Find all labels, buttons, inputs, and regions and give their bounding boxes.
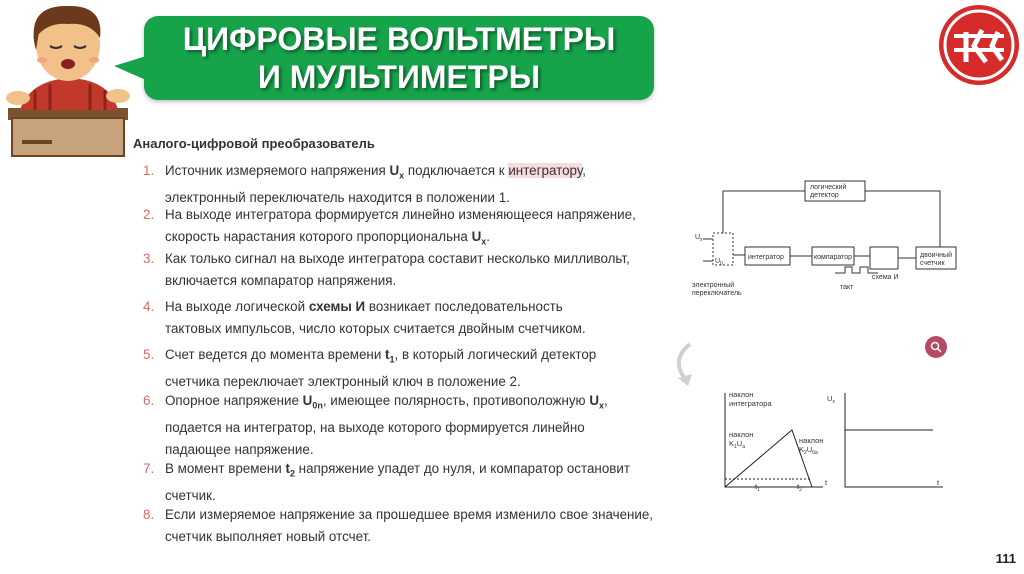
step-text: Источник измеряемого напряжения — [165, 163, 390, 178]
logo-icon — [936, 2, 1022, 88]
diagram-and-gate-label: схема И — [872, 274, 899, 281]
step-subscript: x — [399, 170, 405, 181]
step-symbol: U — [302, 393, 313, 408]
step-number: 8. — [143, 507, 155, 522]
step-number: 6. — [143, 393, 155, 408]
step-text: скорость нарастания которого пропорциональна — [165, 229, 472, 244]
timing-t-axis-label: t — [825, 478, 828, 487]
timing-t1-label: $t_1$ — [755, 482, 760, 493]
step-text: тактовых импульсов, число которых считается двойным счетчиком. — [165, 321, 586, 336]
diagram-comparator-label: компаратор — [814, 254, 853, 261]
step-text: Если измеряемое напряжение за прошедшее время изменило свое значение, — [165, 507, 654, 522]
step-text: электронный переключатель находится в положении 1. — [165, 189, 510, 205]
timing-left-label: наклон — [729, 390, 754, 399]
step-symbol: U — [471, 229, 482, 244]
list-item — [143, 344, 703, 390]
timing-slope2-label: наклон — [799, 436, 824, 445]
step-number: 1. — [143, 163, 155, 178]
diagram-integrator-label: интегратор — [748, 254, 784, 261]
timing-diagram — [715, 385, 945, 495]
timing-slope1-formula: $K_1U_a$ — [729, 439, 745, 450]
diagram-u0-sub: 0 — [720, 261, 723, 267]
diagram-ux-sub: x — [700, 237, 703, 243]
title-line-1: ЦИФРОВЫЕ ВОЛЬТМЕТРЫ — [182, 21, 616, 57]
diagram-detector-label: детектор — [810, 192, 839, 199]
magnifier-icon — [930, 341, 942, 353]
diagram-counter-label: двоичный — [920, 252, 952, 259]
section-heading: Аналого-цифровой преобразователь — [133, 136, 375, 151]
step-text: , — [604, 393, 608, 408]
page-title — [183, 20, 616, 96]
step-text: напряжение упадет до нуля, и компаратор остановит — [294, 461, 631, 476]
step-subscript: x — [481, 236, 487, 247]
list-item — [143, 504, 703, 548]
list-item — [143, 458, 703, 504]
step-text: В момент времени — [165, 461, 286, 476]
step-symbol: t — [285, 461, 290, 476]
timing-slope1-label: наклон — [729, 430, 754, 439]
diagram-ux-label: U — [695, 234, 701, 241]
title-line-2: И МУЛЬТИМЕТРЫ — [257, 59, 541, 95]
step-text: . — [486, 229, 491, 244]
zoom-button[interactable] — [925, 336, 947, 358]
step-text: включается компаратор напряжения. — [165, 273, 397, 288]
step-subscript: 2 — [289, 468, 295, 479]
highlighted-term: интегратору — [508, 163, 583, 178]
step-text: падающее напряжение. — [165, 441, 314, 457]
timing-t-right-label: t — [937, 478, 940, 487]
steps-list — [143, 160, 703, 548]
diagram-clock-label: такт — [840, 284, 854, 291]
step-text: На выходе интегратора формируется линейно изменяющееся напряжение, — [165, 207, 636, 222]
step-text: , в который логический детектор — [394, 347, 597, 362]
step-number: 7. — [143, 461, 155, 476]
timing-ux-axis-label: $U_x$ — [827, 394, 835, 405]
list-item — [143, 296, 703, 344]
step-text: подается на интегратор, на выходе которого формируется линейно — [165, 419, 585, 435]
timing-left-label: интегратора — [729, 399, 772, 408]
step-text: счетчик выполняет новый отсчет. — [165, 529, 371, 544]
list-item — [143, 248, 703, 296]
list-item — [143, 390, 703, 458]
diagram-counter-label: счетчик — [920, 260, 945, 267]
diagram-switch-label: переключатель — [692, 290, 742, 297]
step-text: счетчик. — [165, 487, 216, 503]
step-text: Как только сигнал на выходе интегратора составит несколько милливольт, — [165, 251, 630, 266]
step-subscript: 0n — [312, 400, 323, 411]
list-item — [143, 204, 703, 248]
diagram-detector-label: логический — [810, 184, 847, 191]
step-subscript: 1 — [389, 354, 395, 365]
diagram-u0-label: U — [715, 258, 721, 265]
step-subscript: x — [598, 400, 604, 411]
step-text: Опорное напряжение — [165, 393, 303, 408]
step-text: Счет ведется до момента времени — [165, 347, 386, 362]
step-text: счетчика переключает электронный ключ в положение 2. — [165, 373, 521, 389]
page-number: 111 — [995, 551, 1016, 566]
timing-slope2-formula: $K_2U_{0a}$ — [799, 445, 818, 456]
step-number: 4. — [143, 299, 155, 314]
timing-t2-label: $t_2$ — [797, 482, 802, 493]
step-symbol: t — [385, 347, 390, 362]
curved-arrow-icon — [660, 340, 705, 390]
step-number: 5. — [143, 347, 155, 362]
diagram-switch-label: электронный — [692, 282, 735, 289]
title-banner — [144, 16, 654, 100]
step-symbol: U — [589, 393, 599, 408]
step-text: , имеющее полярность, противоположную — [322, 393, 590, 408]
step-symbol: U — [389, 163, 400, 178]
step-bold-term: схемы И — [308, 299, 366, 314]
list-item — [143, 160, 703, 204]
step-text: , — [582, 163, 586, 178]
step-text: подключается к — [404, 163, 509, 178]
step-text: возникает последовательность — [365, 299, 563, 314]
block-diagram — [690, 175, 970, 310]
step-number: 2. — [143, 207, 155, 222]
step-number: 3. — [143, 251, 155, 266]
step-text: На выходе логической — [165, 299, 309, 314]
teacher-mascot-image — [0, 0, 150, 160]
